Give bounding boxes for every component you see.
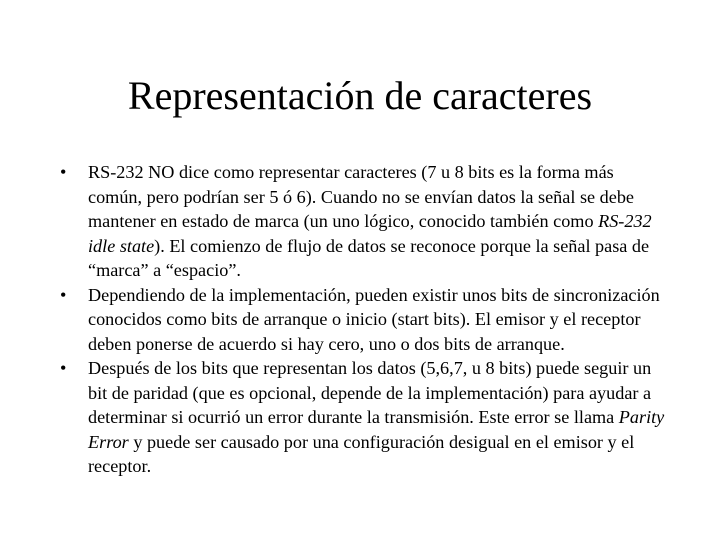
bullet-emphasis: Parity Error bbox=[88, 407, 665, 452]
bullet-list bbox=[60, 160, 670, 479]
bullet-emphasis: RS-232 idle state bbox=[88, 211, 652, 256]
bullet-mark: • bbox=[60, 162, 67, 182]
bullet-text: RS-232 NO dice como representar caracteres (7 u 8 bits es la forma más común, pero podrían ser 5 ó 6). Cuando no se envían datos la señal se debe mantener en estado de marca (un uno lógico, conocido también como bbox=[88, 162, 634, 231]
bullet-item bbox=[60, 283, 670, 357]
bullet-item bbox=[60, 356, 670, 479]
bullet-text: Dependiendo de la implementación, pueden existir unos bits de sincronización conocidos como bits de arranque o inicio (start bits). El emisor y el receptor deben ponerse de acuerdo si hay cero, uno o dos bits de arranque. bbox=[88, 284, 660, 354]
bullet-text: Después de los bits que representan los datos (5,6,7, u 8 bits) puede seguir un bit de paridad (que es opcional, depende de la implementación) para ayudar a determinar si ocurrió un error durante la transmisión. Este error se llama bbox=[88, 358, 652, 427]
slide-title: Representación de caracteres bbox=[127, 73, 593, 118]
bullet-text: ). El comienzo de flujo de datos se reconoce porque la señal pasa de “marca” a “espacio”. bbox=[88, 235, 650, 280]
bullet-text: y puede ser causado por una configuración desigual en el emisor y el receptor. bbox=[88, 431, 635, 476]
bullet-mark: • bbox=[60, 284, 67, 305]
bullet-item bbox=[60, 160, 670, 283]
bullet-mark: • bbox=[60, 358, 67, 378]
